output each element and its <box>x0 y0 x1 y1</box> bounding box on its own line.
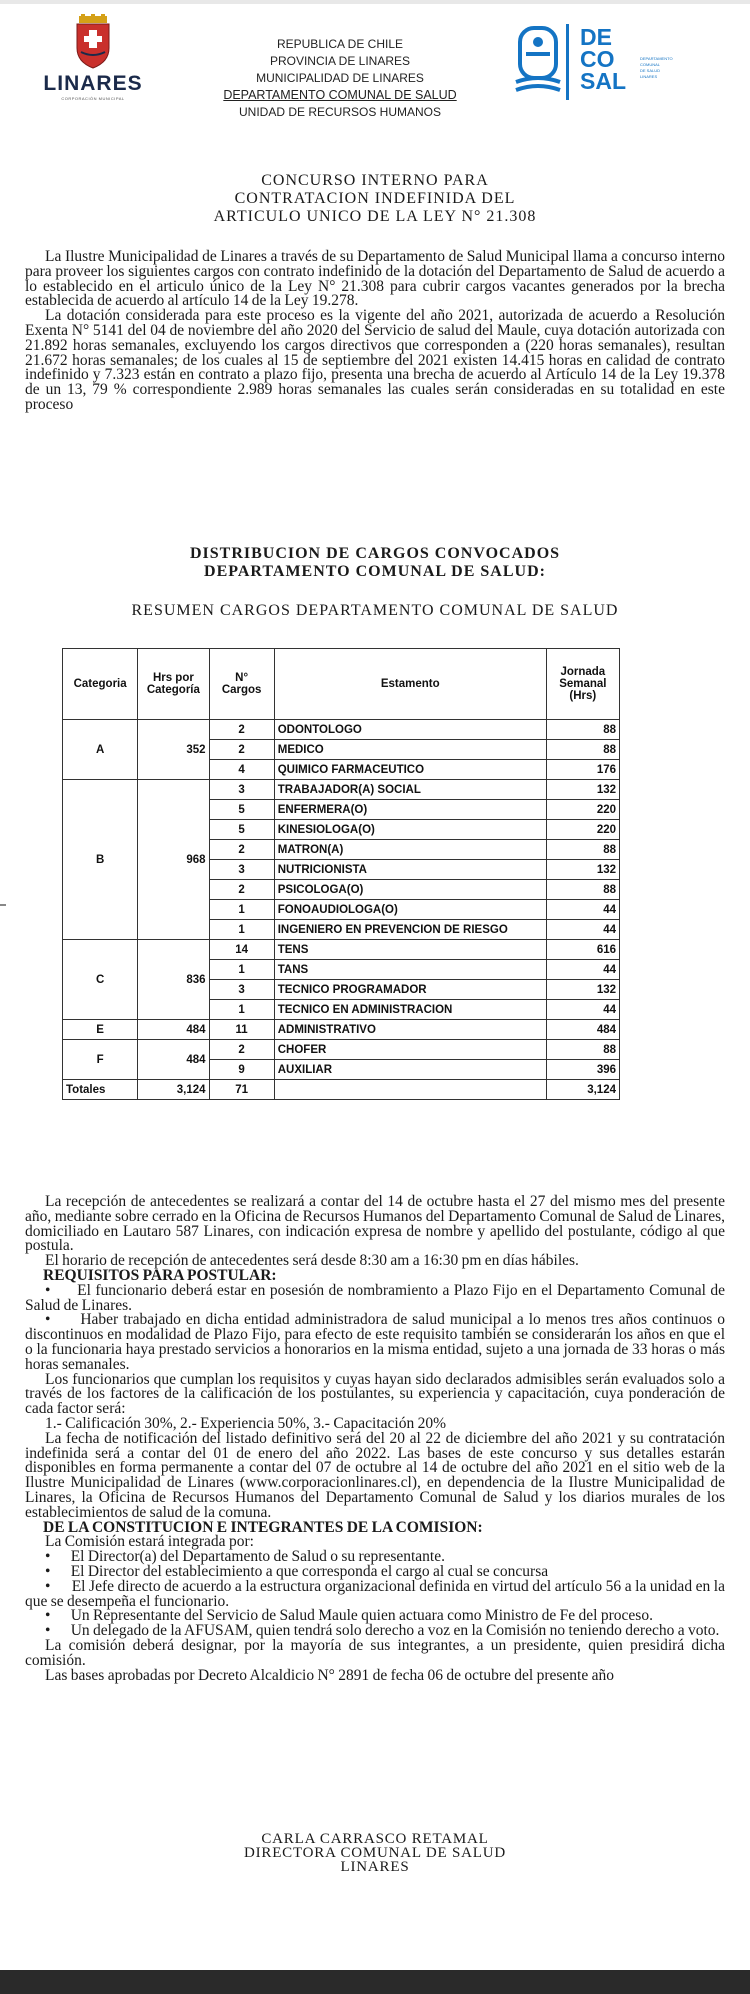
totals-row <box>63 1080 620 1100</box>
cell-n-cargos: 1 <box>209 1000 274 1020</box>
cell-estamento: NUTRICIONISTA <box>274 860 546 880</box>
cell-n-cargos: 5 <box>209 800 274 820</box>
coat-of-arms-icon <box>71 14 115 70</box>
resumen-title: RESUMEN CARGOS DEPARTAMENTO COMUNAL DE SALUD <box>131 602 619 619</box>
col-estamento: Estamento <box>274 649 546 720</box>
cell-n-cargos: 14 <box>209 940 274 960</box>
cell-hrs-categoria: 484 <box>138 1040 209 1080</box>
cell-jornada: 132 <box>546 980 619 1000</box>
cell-jornada: 88 <box>546 1040 619 1060</box>
table-row <box>63 720 620 740</box>
cell-jornada: 220 <box>546 820 619 840</box>
col-hrs: Hrs por Categoría <box>138 649 209 720</box>
comision-3: • El Jefe directo de acuerdo a la estructura organizacional definida en virtud del artículo 56 a la unidad en la que se desempeña el funcionario. <box>25 1577 725 1610</box>
body-paragraph-2: El horario de recepción de antecedentes será desde 8:30 am a 16:30 pm en días hábiles. <box>45 1252 579 1270</box>
cell-n-cargos: 2 <box>209 1040 274 1060</box>
table-header-row <box>63 649 620 720</box>
cell-estamento: QUIMICO FARMACEUTICO <box>274 760 546 780</box>
document-title <box>0 172 750 226</box>
comision-title: DE LA CONSTITUCION E INTEGRANTES DE LA COMISION: <box>43 1518 483 1536</box>
cell-estamento: KINESIOLOGA(O) <box>274 820 546 840</box>
header-line-municipalidad: MUNICIPALIDAD DE LINARES <box>256 71 424 85</box>
comision-4: • Un Representante del Servicio de Salud Maule quien actuara como Ministro de Fe del proceso. <box>45 1607 653 1625</box>
cell-n-cargos: 1 <box>209 900 274 920</box>
cell-n-cargos: 1 <box>209 960 274 980</box>
scroll-marker <box>0 904 6 906</box>
table-body <box>63 720 620 1100</box>
cell-estamento: PSICOLOGA(O) <box>274 880 546 900</box>
body-paragraph-6: La Comisión estará integrada por: <box>45 1533 254 1551</box>
desal-wordmark <box>580 26 626 92</box>
body-paragraph-7: La comisión deberá designar, por la mayoría de sus integrantes, a un presidente, quien presidirá dicha comisión. <box>25 1636 725 1669</box>
cell-n-cargos: 2 <box>209 880 274 900</box>
signature-city: LINARES <box>340 1859 410 1875</box>
cell-jornada: 132 <box>546 860 619 880</box>
cell-estamento: TENS <box>274 940 546 960</box>
cell-estamento: ODONTOLOGO <box>274 720 546 740</box>
header-line-unidad: UNIDAD DE RECURSOS HUMANOS <box>238 105 442 119</box>
cell-jornada: 44 <box>546 900 619 920</box>
comision-2: • El Director del establecimiento a que corresponda el cargo al cual se concursa <box>45 1562 549 1580</box>
intro-paragraph-1: La Ilustre Municipalidad de Linares a través de su Departamento de Salud Municipal llama a concurso interno para proveer los siguientes cargos con contrato indefinido de la dotación del Departamento de Salud de acuerdo a lo establecido en el articulo único de la Ley N° 21.308 para cubrir cargos vacantes generados por la brecha establecida de acuerdo al artículo 14 de la Ley 19.278. <box>25 248 725 310</box>
cell-jornada: 396 <box>546 1060 619 1080</box>
bullet-icon: • <box>45 1281 78 1299</box>
cell-totals-label: Totales <box>63 1080 138 1100</box>
col-categoria: Categoria <box>63 649 138 720</box>
col-jornada: Jornada Semanal (Hrs) <box>546 649 619 720</box>
body-paragraph-3: Los funcionarios que cumplan los requisitos y cuyas hayan sido declarados admisibles serán evaluados solo a través de los factores de la calificación de los postulantes, su experiencia y capacitación, cuya ponderación de cada factor será: <box>25 1370 725 1418</box>
cell-totals-n: 71 <box>209 1080 274 1100</box>
bottom-bar <box>0 1970 750 1994</box>
table-row <box>63 780 620 800</box>
cell-jornada: 44 <box>546 920 619 940</box>
cell-estamento: MATRON(A) <box>274 840 546 860</box>
cell-n-cargos: 3 <box>209 780 274 800</box>
distribution-title <box>0 545 750 581</box>
cell-categoria: E <box>63 1020 138 1040</box>
cell-estamento: INGENIERO EN PREVENCION DE RIESGO <box>274 920 546 940</box>
table-row <box>63 1020 620 1040</box>
desal-emblem-icon <box>512 24 576 104</box>
cell-n-cargos: 9 <box>209 1060 274 1080</box>
desal-sal: SAL <box>580 68 626 94</box>
title-line-3: ARTICULO UNICO DE LA LEY N° 21.308 <box>213 208 537 225</box>
header-line-provincia: PROVINCIA DE LINARES <box>269 54 411 68</box>
cell-estamento: FONOAUDIOLOGA(O) <box>274 900 546 920</box>
cell-jornada: 132 <box>546 780 619 800</box>
body-paragraph-1: La recepción de antecedentes se realizará a contar del 14 de octubre hasta el 27 del mismo mes del presente año, mediante sobre cerrado en la Oficina de Recursos Humanos del Departamento Comunal de Salud de Linares, domiciliado en Lautaro 587 Linares, con indicación expresa de nombre y apellido del postulante, código al que postula. <box>25 1193 725 1255</box>
desal-small-1: DEPARTAMENTO <box>640 56 673 61</box>
cell-n-cargos: 3 <box>209 980 274 1000</box>
requisito-2: • Haber trabajado en dicha entidad administradora de salud municipal a lo menos tres años continuos o discontinuos en modalidad de Plazo Fijo, para efecto de este requisito también se considerarán los años en que el o la funcionaria haya prestado servicios a honorarios en la misma entidad, sujeto a una jornada de 33 horas o más horas semanales. <box>25 1311 725 1373</box>
bullet-icon: • <box>45 1622 71 1640</box>
signature-name: CARLA CARRASCO RETAMAL <box>261 1831 489 1847</box>
cell-jornada: 484 <box>546 1020 619 1040</box>
cell-estamento: TECNICO PROGRAMADOR <box>274 980 546 1000</box>
cell-n-cargos: 2 <box>209 740 274 760</box>
cell-totals-empty <box>274 1080 546 1100</box>
cell-jornada: 88 <box>546 720 619 740</box>
logo-name: LINARES <box>43 72 143 95</box>
bullet-icon: • <box>45 1562 71 1580</box>
cell-estamento: ENFERMERA(O) <box>274 800 546 820</box>
bullet-icon: • <box>45 1607 71 1625</box>
cell-estamento: ADMINISTRATIVO <box>274 1020 546 1040</box>
desal-logo <box>512 24 692 104</box>
cell-totals-hrs: 3,124 <box>138 1080 209 1100</box>
body-text <box>25 1195 725 1683</box>
cell-n-cargos: 11 <box>209 1020 274 1040</box>
requisito-1: • El funcionario deberá estar en posesión de nombramiento a Plazo Fijo en el Departamento Comunal de Salud de Linares. <box>25 1281 725 1314</box>
title-line-1: CONCURSO INTERNO PARA <box>261 172 489 189</box>
cell-categoria: F <box>63 1040 138 1080</box>
letterhead <box>0 0 750 140</box>
cell-jornada: 176 <box>546 760 619 780</box>
cell-estamento: CHOFER <box>274 1040 546 1060</box>
cell-hrs-categoria: 484 <box>138 1020 209 1040</box>
cell-n-cargos: 4 <box>209 760 274 780</box>
bullet-icon: • <box>45 1311 81 1329</box>
intro-paragraph-2: La dotación considerada para este proceso es la vigente del año 2021, autorizada de acuerdo a Resolución Exenta N° 5141 del 04 de noviembre del año 2020 del Servicio de salud del Maule, cuya dotación autorizada con 21.892 horas semanales, excluyendo los cargos directivos que corresponden a (220 horas semanales), resultan 21.672 horas semanales; de los cuales al 15 de septiembre del 2021 existen 14.415 horas en calidad de contrato indefinido y 7.323 están en contrato a plazo fijo, presenta una brecha de acuerdo al Artículo 14 de la Ley 19.378 de un 13, 79 % correspondiente 2.989 horas semanales las cuales serán consideradas en su totalidad en este proceso <box>25 307 725 413</box>
bullet-icon: • <box>45 1548 71 1566</box>
cell-hrs-categoria: 968 <box>138 780 209 940</box>
cell-categoria: B <box>63 780 138 940</box>
cell-n-cargos: 2 <box>209 720 274 740</box>
cell-jornada: 44 <box>546 1000 619 1020</box>
table-row <box>63 1040 620 1060</box>
desal-de: DE <box>580 24 612 50</box>
distribution-title-1: DISTRIBUCION DE CARGOS CONVOCADOS <box>189 545 561 562</box>
table-row <box>63 940 620 960</box>
linares-logo <box>38 14 148 101</box>
desal-small-3: DE SALUD <box>640 68 661 73</box>
title-line-2: CONTRATACION INDEFINIDA DEL <box>234 190 516 207</box>
body-paragraph-8: Las bases aprobadas por Decreto Alcaldicio N° 2891 de fecha 06 de octubre del presente año <box>45 1666 614 1684</box>
desal-co: CO <box>580 46 615 72</box>
cell-n-cargos: 1 <box>209 920 274 940</box>
col-cargos: N° Cargos <box>209 649 274 720</box>
signature-role: DIRECTORA COMUNAL DE SALUD <box>243 1845 507 1861</box>
comision-1: • El Director(a) del Departamento de Salud o su representante. <box>45 1548 445 1566</box>
desal-small-2: COMUNAL <box>640 62 661 67</box>
header-line-departamento: DEPARTAMENTO COMUNAL DE SALUD <box>223 88 457 102</box>
cell-jornada: 220 <box>546 800 619 820</box>
requisitos-title: REQUISITOS PARA POSTULAR: <box>43 1266 277 1284</box>
cell-jornada: 88 <box>546 740 619 760</box>
cell-n-cargos: 3 <box>209 860 274 880</box>
cell-n-cargos: 5 <box>209 820 274 840</box>
body-paragraph-5: La fecha de notificación del listado definitivo será del 20 al 22 de diciembre del año 2021 y su contratación indefinida será a contar del 01 de enero del año 2022. Las bases de este concurso y sus detalles estarán disponibles en forma permanente a contar del 07 de octubre al 14 de octubre del año 2021 en el sitio web de la Ilustre Municipalidad de Linares (www.corporacionlinares.cl), en dependencia de la Ilustre Municipalidad de Linares, la Oficina de Recursos Humanos del Departamento Comunal de Salud y los diarios murales de los establecimientos de salud de la comuna. <box>25 1429 725 1521</box>
desal-small-4: LINARES <box>640 74 658 79</box>
cell-hrs-categoria: 352 <box>138 720 209 780</box>
cell-hrs-categoria: 836 <box>138 940 209 1020</box>
distribution-title-2: DEPARTAMENTO COMUNAL DE SALUD: <box>204 563 546 580</box>
cell-jornada: 88 <box>546 840 619 860</box>
desal-small-text <box>640 56 690 80</box>
cell-estamento: TRABAJADOR(A) SOCIAL <box>274 780 546 800</box>
cell-totals-jornada: 3,124 <box>546 1080 619 1100</box>
intro-text <box>25 250 725 413</box>
cell-jornada: 88 <box>546 880 619 900</box>
cell-categoria: C <box>63 940 138 1020</box>
cell-jornada: 44 <box>546 960 619 980</box>
logo-subtitle: CORPORACIÓN MUNICIPAL <box>61 96 125 101</box>
header-text <box>175 36 505 121</box>
cell-estamento: TANS <box>274 960 546 980</box>
header-line-republica: REPUBLICA DE CHILE <box>276 37 404 51</box>
cell-estamento: TECNICO EN ADMINISTRACION <box>274 1000 546 1020</box>
cell-categoria: A <box>63 720 138 780</box>
bullet-icon: • <box>45 1577 72 1595</box>
cell-estamento: AUXILIAR <box>274 1060 546 1080</box>
signature-block <box>0 1832 750 1874</box>
cell-n-cargos: 2 <box>209 840 274 860</box>
comision-5: • Un delegado de la AFUSAM, quien tendrá solo derecho a voz en la Comisión no teniendo derecho a voto. <box>45 1622 720 1640</box>
cell-estamento: MEDICO <box>274 740 546 760</box>
cell-jornada: 616 <box>546 940 619 960</box>
body-paragraph-4: 1.- Calificación 30%, 2.- Experiencia 50%, 3.- Capacitación 20% <box>45 1414 447 1432</box>
cargos-table <box>62 648 620 1100</box>
